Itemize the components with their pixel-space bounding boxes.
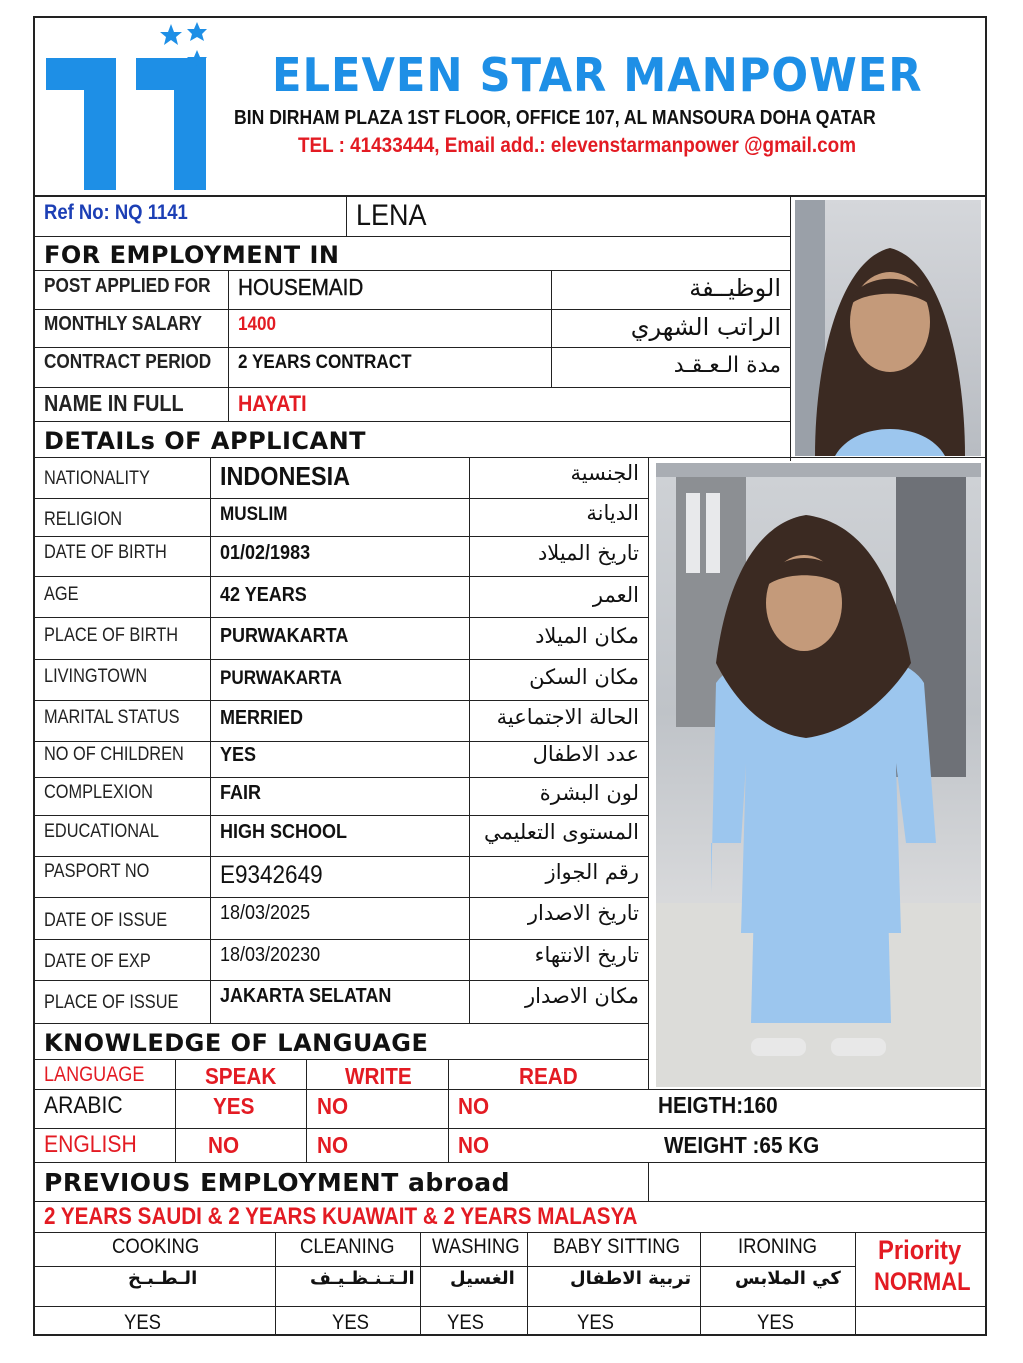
marital-value: MERRIED — [220, 707, 304, 729]
applicant-full-body-photo — [656, 463, 981, 1087]
priority-value: NORMAL — [874, 1268, 971, 1296]
applicant-portrait-photo — [795, 200, 981, 456]
complexion-label: COMPLEXION — [44, 782, 153, 803]
previous-employment-heading: PREVIOUS EMPLOYMENT abroad — [44, 1168, 511, 1197]
complexion-arabic: لون البشرة — [539, 781, 639, 805]
livingtown-arabic: مكان السكن — [529, 665, 639, 689]
dob-label: DATE OF BIRTH — [44, 542, 167, 563]
livingtown-value: PURWAKARTA — [220, 668, 342, 689]
weight-value: WEIGHT :65 KG — [664, 1132, 820, 1158]
arabic-write: NO — [317, 1093, 349, 1119]
priority-label: Priority — [878, 1235, 962, 1265]
education-arabic: المستوى التعليمي — [483, 820, 639, 844]
issue-place-arabic: مكان الاصدار — [525, 984, 639, 1008]
english-write: NO — [317, 1132, 349, 1158]
employment-heading: FOR EMPLOYMENT IN — [44, 241, 340, 269]
ref-number: Ref No: NQ 1141 — [44, 201, 188, 224]
skill-cooking-arabic: الـطـبـخ — [128, 1268, 198, 1289]
post-value: HOUSEMAID — [238, 274, 364, 300]
pob-arabic: مكان الميلاد — [535, 624, 639, 648]
issue-date-value: 18/03/2025 — [220, 902, 311, 924]
skill-ironing: IRONING — [738, 1235, 818, 1258]
religion-value: MUSLIM — [220, 504, 288, 525]
issue-date-label: DATE OF ISSUE — [44, 910, 168, 931]
passport-arabic: رقم الجواز — [545, 860, 639, 884]
skill-cleaning: CLEANING — [300, 1235, 395, 1258]
salary-arabic: الراتب الشهري — [630, 313, 781, 341]
dob-value: 01/02/1983 — [220, 542, 311, 564]
dob-arabic: تاريخ الميلاد — [537, 541, 639, 565]
short-name: LENA — [356, 199, 427, 232]
fullname-value: HAYATI — [238, 391, 307, 416]
star-icon — [160, 24, 182, 45]
logo-one-left — [46, 58, 116, 190]
applicant-heading: DETAILs OF APPLICANT — [44, 427, 367, 455]
english-language: ENGLISH — [44, 1131, 137, 1158]
children-label: NO OF CHILDREN — [44, 744, 184, 765]
children-arabic: عدد الاطفال — [532, 742, 639, 766]
pob-value: PURWAKARTA — [220, 625, 349, 647]
issue-date-arabic: تاريخ الاصدار — [527, 901, 639, 925]
skill-cooking: COOKING — [112, 1235, 200, 1258]
nationality-value: INDONESIA — [220, 461, 351, 491]
previous-employment-detail: 2 YEARS SAUDI & 2 YEARS KUAWAIT & 2 YEARS MALASYA — [44, 1203, 638, 1230]
contract-label: CONTRACT PERIOD — [44, 351, 212, 373]
education-value: HIGH SCHOOL — [220, 821, 348, 843]
post-arabic: الوظيــفة — [689, 274, 781, 302]
age-value: 42 YEARS — [220, 584, 307, 606]
issue-place-value: JAKARTA SELATAN — [220, 985, 392, 1007]
nationality-arabic: الجنسية — [570, 461, 639, 485]
skill-washing: WASHING — [432, 1235, 520, 1258]
skill-cleaning-arabic: الـتـنـظـيـف — [310, 1268, 415, 1289]
pob-label: PLACE OF BIRTH — [44, 625, 179, 646]
religion-label: RELIGION — [44, 509, 123, 530]
religion-arabic: الديانة — [586, 501, 639, 525]
arabic-speak: YES — [213, 1093, 255, 1119]
language-heading: KNOWLEDGE OF LANGUAGE — [44, 1029, 429, 1057]
skill-baby-sitting-arabic: تربية الاطفال — [570, 1268, 692, 1289]
contract-arabic: مدة الـعـقـد — [673, 353, 781, 378]
skill-washing-value: YES — [447, 1311, 484, 1334]
post-label: POST APPLIED FOR — [44, 275, 211, 297]
salary-label: MONTHLY SALARY — [44, 313, 203, 335]
arabic-language: ARABIC — [44, 1092, 123, 1119]
exp-date-label: DATE OF EXP — [44, 951, 151, 972]
write-col-header: WRITE — [345, 1063, 412, 1089]
star-icon — [187, 22, 207, 41]
passport-label: PASPORT NO — [44, 861, 150, 882]
company-name: ELEVEN STAR MANPOWER — [272, 48, 923, 102]
complexion-value: FAIR — [220, 782, 262, 804]
skill-cleaning-value: YES — [332, 1311, 369, 1334]
logo-one-right — [136, 58, 206, 190]
english-speak: NO — [208, 1132, 240, 1158]
age-arabic: العمر — [592, 583, 639, 607]
english-read: NO — [458, 1132, 490, 1158]
education-label: EDUCATIONAL — [44, 821, 160, 842]
company-contact: TEL : 41433444, Email add.: elevenstarmanpower @gmail.com — [298, 134, 857, 157]
passport-value: E9342649 — [220, 861, 323, 889]
skill-baby-sitting-value: YES — [577, 1311, 614, 1334]
marital-arabic: الحالة الاجتماعية — [496, 705, 639, 729]
marital-label: MARITAL STATUS — [44, 707, 180, 728]
issue-place-label: PLACE OF ISSUE — [44, 992, 179, 1013]
skill-washing-arabic: الغسيل — [450, 1268, 515, 1289]
speak-col-header: SPEAK — [205, 1063, 277, 1089]
exp-date-arabic: تاريخ الانتهاء — [534, 943, 639, 967]
salary-value: 1400 — [238, 314, 277, 335]
arabic-read: NO — [458, 1093, 490, 1119]
company-address: BIN DIRHAM PLAZA 1ST FLOOR, OFFICE 107, AL MANSOURA DOHA QATAR — [234, 107, 876, 129]
company-logo — [44, 20, 214, 190]
children-value: YES — [220, 744, 257, 766]
age-label: AGE — [44, 584, 79, 605]
skill-cooking-value: YES — [124, 1311, 161, 1334]
height-value: HEIGTH:160 — [658, 1092, 778, 1118]
skill-ironing-value: YES — [757, 1311, 794, 1334]
contract-value: 2 YEARS CONTRACT — [238, 352, 412, 373]
language-col-header: LANGUAGE — [44, 1063, 145, 1086]
skill-baby-sitting: BABY SITTING — [553, 1235, 681, 1258]
fullname-label: NAME IN FULL — [44, 390, 184, 416]
livingtown-label: LIVINGTOWN — [44, 666, 148, 687]
read-col-header: READ — [519, 1063, 578, 1089]
nationality-label: NATIONALITY — [44, 468, 150, 489]
exp-date-value: 18/03/20230 — [220, 944, 321, 966]
skill-ironing-arabic: كي الملابس — [735, 1268, 841, 1289]
